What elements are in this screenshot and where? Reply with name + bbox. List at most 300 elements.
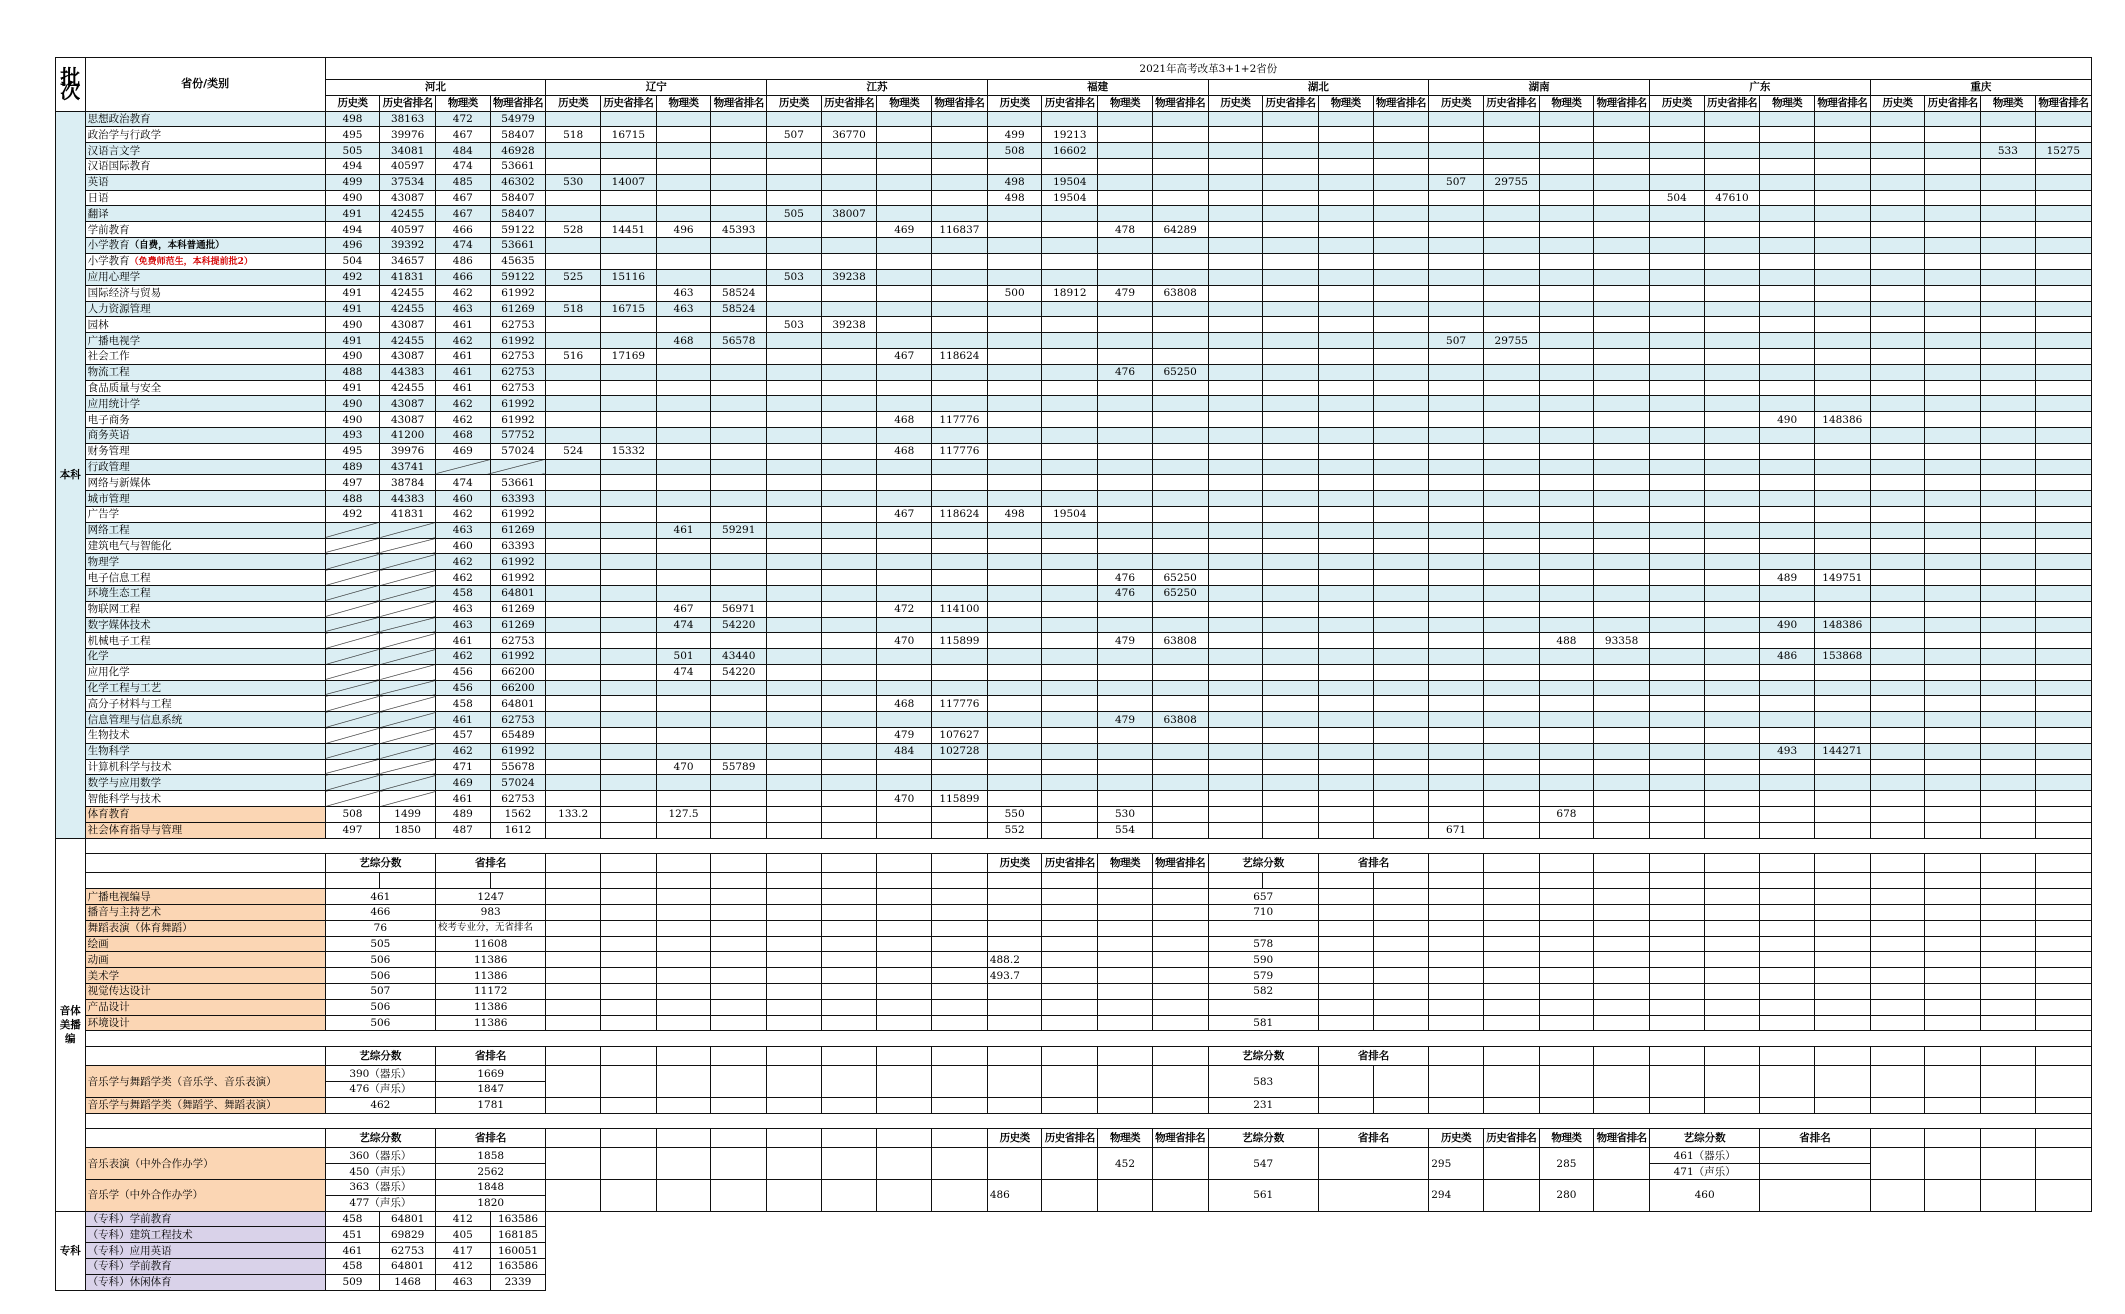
score-cell (767, 427, 822, 443)
score-cell: 43741 (380, 459, 436, 475)
cell (1539, 968, 1594, 984)
major-name (85, 728, 325, 744)
cell (767, 1148, 822, 1180)
score-cell (1373, 775, 1429, 791)
score-cell (1152, 206, 1208, 222)
score-cell: 65250 (1152, 364, 1208, 380)
score-cell (1649, 348, 1704, 364)
hubei-art-score: 582 (1208, 984, 1318, 1000)
score-cell: 57024 (490, 775, 546, 791)
hubei-art-score: 657 (1208, 889, 1318, 905)
score-cell (1870, 743, 1925, 759)
score-cell: 491 (325, 333, 380, 349)
cell (932, 952, 988, 968)
score-cell (656, 538, 711, 554)
major-name (85, 633, 325, 649)
score-cell (1760, 822, 1815, 838)
score-cell (1594, 285, 1650, 301)
score-cell (821, 822, 877, 838)
score-cell (1483, 554, 1539, 570)
cell (1704, 920, 1760, 936)
score-cell (1925, 222, 1981, 238)
score-cell (1042, 649, 1098, 665)
cell (1925, 1066, 1981, 1098)
score-cell (767, 459, 822, 475)
major-name: 动画 (85, 952, 325, 968)
cell (600, 920, 656, 936)
major-name (85, 285, 325, 301)
score-cell (1704, 348, 1760, 364)
cell (767, 1066, 822, 1098)
score-cell: 496 (325, 237, 380, 253)
cell (85, 1113, 2091, 1129)
score-cell (1152, 127, 1208, 143)
score-cell (1704, 396, 1760, 412)
score-cell (1263, 443, 1319, 459)
score-cell (711, 127, 767, 143)
score-cell (1539, 333, 1594, 349)
score-cell (1429, 396, 1484, 412)
score-cell: 39976 (380, 443, 436, 459)
score-cell (1373, 301, 1429, 317)
major-name-text: 应用统计学 (87, 397, 141, 410)
score-cell (1483, 206, 1539, 222)
score-cell (1152, 728, 1208, 744)
cell (1152, 968, 1208, 984)
score-cell (1098, 743, 1153, 759)
cell (1870, 873, 1925, 889)
score-cell (1042, 570, 1098, 586)
guangdong-art-score: 471（声乐） (1649, 1164, 1759, 1180)
score-cell (1649, 538, 1704, 554)
score-cell (1981, 807, 2036, 823)
score-cell (1981, 427, 2036, 443)
score-cell: 163586 (490, 1258, 546, 1274)
cell (821, 1047, 877, 1066)
major-name (85, 475, 325, 491)
table-row (56, 285, 2092, 301)
score-cell (711, 111, 767, 127)
major-name (85, 143, 325, 159)
score-cell (1981, 127, 2036, 143)
score-cell: 53661 (490, 158, 546, 174)
score-cell (1870, 522, 1925, 538)
score-cell (380, 554, 436, 570)
score-cell (1152, 522, 1208, 538)
score-cell (1483, 190, 1539, 206)
major-name (85, 396, 325, 412)
score-cell (1981, 174, 2036, 190)
table-row (56, 633, 2092, 649)
score-cell (1373, 633, 1429, 649)
major-name (85, 222, 325, 238)
score-cell (711, 506, 767, 522)
score-cell: 467 (436, 127, 491, 143)
table-row (56, 333, 2092, 349)
score-cell (1373, 554, 1429, 570)
score-cell (1649, 585, 1704, 601)
score-cell (1870, 617, 1925, 633)
score-cell (1649, 253, 1704, 269)
score-cell: 487 (436, 822, 491, 838)
score-cell (767, 301, 822, 317)
score-cell (821, 475, 877, 491)
score-cell (1152, 743, 1208, 759)
score-cell (325, 617, 380, 633)
score-cell (821, 585, 877, 601)
score-cell: 43087 (380, 396, 436, 412)
score-cell (600, 554, 656, 570)
cell (546, 936, 601, 952)
score-cell (1263, 617, 1319, 633)
score-cell (1981, 158, 2036, 174)
table-row (56, 920, 2092, 936)
score-cell: 524 (546, 443, 601, 459)
cell (1483, 952, 1539, 968)
score-cell (1649, 222, 1704, 238)
score-cell (1098, 269, 1153, 285)
hubei-art-score: 578 (1208, 936, 1318, 952)
score-cell (932, 538, 988, 554)
score-cell (1704, 158, 1760, 174)
cell (821, 1180, 877, 1212)
score-cell (1263, 743, 1319, 759)
province-header: 湖南 (1429, 80, 1650, 96)
score-cell (600, 285, 656, 301)
score-cell (877, 554, 932, 570)
score-cell (1208, 554, 1263, 570)
major-name: 绘画 (85, 936, 325, 952)
sub-header: 物理省排名 (1594, 1129, 1650, 1148)
score-cell: 499 (325, 174, 380, 190)
score-cell: 42455 (380, 285, 436, 301)
score-cell: 492 (325, 506, 380, 522)
score-cell (1318, 285, 1373, 301)
score-cell: 474 (436, 475, 491, 491)
fujian-history-score (987, 905, 1042, 921)
score-cell: 471 (436, 759, 491, 775)
score-cell (1539, 506, 1594, 522)
score-cell (1483, 269, 1539, 285)
cell (877, 1066, 932, 1098)
score-cell (380, 791, 436, 807)
score-cell (877, 712, 932, 728)
cell (1429, 1097, 1484, 1113)
score-cell (1649, 649, 1704, 665)
score-cell (1649, 664, 1704, 680)
cell (877, 1129, 932, 1148)
score-cell (767, 491, 822, 507)
cell (821, 905, 877, 921)
cell (1042, 984, 1098, 1000)
score-cell (1704, 333, 1760, 349)
major-name: （专科）学前教育 (85, 1211, 325, 1227)
art-rank: 1847 (436, 1082, 546, 1098)
cell (1814, 905, 1870, 921)
score-cell (1152, 111, 1208, 127)
score-cell (1263, 807, 1319, 823)
score-cell (767, 775, 822, 791)
score-cell (1760, 475, 1815, 491)
score-cell: 468 (656, 333, 711, 349)
score-cell (546, 396, 601, 412)
score-cell: 462 (436, 743, 491, 759)
score-cell (1925, 317, 1981, 333)
cell (987, 873, 1042, 889)
score-cell (2035, 822, 2091, 838)
score-cell: 469 (436, 775, 491, 791)
score-cell (1208, 269, 1263, 285)
score-cell (1925, 554, 1981, 570)
score-cell (1429, 412, 1484, 428)
cell (546, 984, 601, 1000)
score-cell: 470 (877, 791, 932, 807)
score-cell (1208, 317, 1263, 333)
score-cell: 469 (436, 443, 491, 459)
score-cell (1981, 475, 2036, 491)
table-row (56, 475, 2092, 491)
cell (546, 889, 601, 905)
province-header: 湖北 (1208, 80, 1429, 96)
score-cell (1263, 491, 1319, 507)
cell (600, 936, 656, 952)
hubei-art-score (1208, 999, 1318, 1015)
cell (1483, 873, 1539, 889)
score-cell (1704, 285, 1760, 301)
score-cell (1649, 728, 1704, 744)
score-cell (767, 807, 822, 823)
cell (1483, 1148, 1539, 1180)
score-cell (1263, 206, 1319, 222)
cell (2035, 1015, 2091, 1031)
cell (1925, 889, 1981, 905)
cell (877, 873, 932, 889)
score-cell (821, 601, 877, 617)
score-cell (2035, 222, 2091, 238)
cell (1098, 1047, 1153, 1066)
score-cell (2035, 807, 2091, 823)
cell (877, 1015, 932, 1031)
major-name-text: 建筑电气与智能化 (87, 539, 172, 552)
score-cell (436, 459, 491, 475)
score-cell (380, 522, 436, 538)
cell (1539, 936, 1594, 952)
score-cell: 59122 (490, 269, 546, 285)
spacer (546, 1211, 2092, 1227)
cell (1649, 854, 1704, 873)
score-cell (1760, 364, 1815, 380)
cell (1483, 968, 1539, 984)
score-cell (821, 301, 877, 317)
score-cell (1152, 158, 1208, 174)
art-rank: 1848 (436, 1180, 546, 1196)
score-cell (1098, 728, 1153, 744)
score-cell (767, 174, 822, 190)
score-cell (1594, 190, 1650, 206)
score-cell (1814, 712, 1870, 728)
major-name: 广播电视编导 (85, 889, 325, 905)
cell (1042, 1047, 1098, 1066)
sub-header: 历史省排名 (1483, 95, 1539, 111)
score-cell: 461 (436, 712, 491, 728)
score-cell (932, 664, 988, 680)
score-cell (1208, 491, 1263, 507)
score-cell: 42455 (380, 301, 436, 317)
score-cell: 479 (877, 728, 932, 744)
cell (1373, 999, 1429, 1015)
score-cell: 39238 (821, 317, 877, 333)
cell (1870, 1015, 1925, 1031)
score-cell (1594, 506, 1650, 522)
score-cell (600, 317, 656, 333)
score-cell (987, 791, 1042, 807)
score-cell: 1499 (380, 807, 436, 823)
fujian-history-score: 493.7 (987, 968, 1042, 984)
score-cell (1318, 396, 1373, 412)
score-cell: 39392 (380, 237, 436, 253)
score-cell (1263, 538, 1319, 554)
score-cell (1373, 475, 1429, 491)
score-cell (2035, 396, 2091, 412)
score-cell (1704, 538, 1760, 554)
score-cell: 43087 (380, 412, 436, 428)
score-cell (1483, 491, 1539, 507)
cell (767, 1180, 822, 1212)
score-cell (1429, 301, 1484, 317)
score-cell (1925, 696, 1981, 712)
score-cell (1208, 237, 1263, 253)
score-cell (1760, 333, 1815, 349)
score-cell: 507 (1429, 174, 1484, 190)
score-cell (821, 285, 877, 301)
score-cell (987, 649, 1042, 665)
major-name-text: 汉语国际教育 (87, 160, 151, 173)
score-cell (932, 111, 988, 127)
art-rank: 11608 (436, 936, 546, 952)
score-cell (821, 459, 877, 475)
score-cell: 18912 (1042, 285, 1098, 301)
score-cell (1925, 728, 1981, 744)
score-cell (2035, 491, 2091, 507)
cell (767, 968, 822, 984)
score-cell (987, 333, 1042, 349)
score-cell (1429, 570, 1484, 586)
score-cell: 58524 (711, 301, 767, 317)
score-cell (1539, 317, 1594, 333)
score-cell (656, 269, 711, 285)
score-cell: 499 (987, 127, 1042, 143)
score-cell: 463 (436, 617, 491, 633)
score-cell: 530 (546, 174, 601, 190)
score-cell (1429, 538, 1484, 554)
score-cell (1098, 301, 1153, 317)
score-cell (1594, 585, 1650, 601)
art-score: 363（器乐） (325, 1180, 435, 1196)
table-row (56, 968, 2092, 984)
score-cell (1042, 348, 1098, 364)
score-cell (767, 348, 822, 364)
score-cell: 494 (325, 222, 380, 238)
score-cell (877, 664, 932, 680)
art-score: 506 (325, 999, 435, 1015)
score-cell (1649, 443, 1704, 459)
art-rank: 1669 (436, 1066, 546, 1082)
table-row (56, 206, 2092, 222)
score-cell (1814, 759, 1870, 775)
score-cell (1263, 680, 1319, 696)
score-cell (1760, 791, 1815, 807)
score-cell: 62753 (490, 348, 546, 364)
score-cell (600, 680, 656, 696)
score-cell: 490 (325, 317, 380, 333)
score-cell (1318, 269, 1373, 285)
cell (767, 1097, 822, 1113)
score-cell (2035, 253, 2091, 269)
score-cell (1649, 127, 1704, 143)
cell (1318, 873, 1373, 889)
score-cell (1208, 412, 1263, 428)
score-cell (1373, 601, 1429, 617)
major-name (85, 554, 325, 570)
cell (1373, 968, 1429, 984)
score-cell (1429, 522, 1484, 538)
score-cell (821, 728, 877, 744)
score-cell (1098, 649, 1153, 665)
score-cell (1649, 601, 1704, 617)
cell (1814, 854, 1870, 873)
score-cell (546, 664, 601, 680)
score-cell (1208, 617, 1263, 633)
score-cell (1208, 143, 1263, 159)
table-row (56, 158, 2092, 174)
score-cell (1649, 712, 1704, 728)
art-rank: 2562 (436, 1164, 546, 1180)
score-cell (1649, 633, 1704, 649)
score-cell (932, 317, 988, 333)
score-cell (1539, 538, 1594, 554)
score-cell (1981, 491, 2036, 507)
cell (1152, 1148, 1208, 1180)
score-cell (1042, 412, 1098, 428)
score-cell (767, 664, 822, 680)
score-cell (1042, 664, 1098, 680)
score-cell (600, 190, 656, 206)
cell (546, 1097, 601, 1113)
score-cell: 62753 (490, 364, 546, 380)
score-cell: 19504 (1042, 190, 1098, 206)
cell (2035, 1047, 2091, 1066)
score-cell (1263, 822, 1319, 838)
score-cell (1704, 633, 1760, 649)
score-cell (600, 364, 656, 380)
score-cell (546, 680, 601, 696)
score-cell (1318, 649, 1373, 665)
cell (711, 905, 767, 921)
score-cell (877, 333, 932, 349)
major-name: （专科）休闲体育 (85, 1274, 325, 1290)
score-cell (877, 475, 932, 491)
score-cell (932, 269, 988, 285)
art-score: 506 (325, 952, 435, 968)
score-cell (767, 111, 822, 127)
major-note: （免费师范生，本科提前批2） (129, 256, 253, 267)
score-cell (1373, 649, 1429, 665)
sub-header: 物理省排名 (1814, 95, 1870, 111)
score-cell (656, 585, 711, 601)
score-cell: 495 (325, 443, 380, 459)
score-cell (1483, 538, 1539, 554)
score-cell (1539, 649, 1594, 665)
